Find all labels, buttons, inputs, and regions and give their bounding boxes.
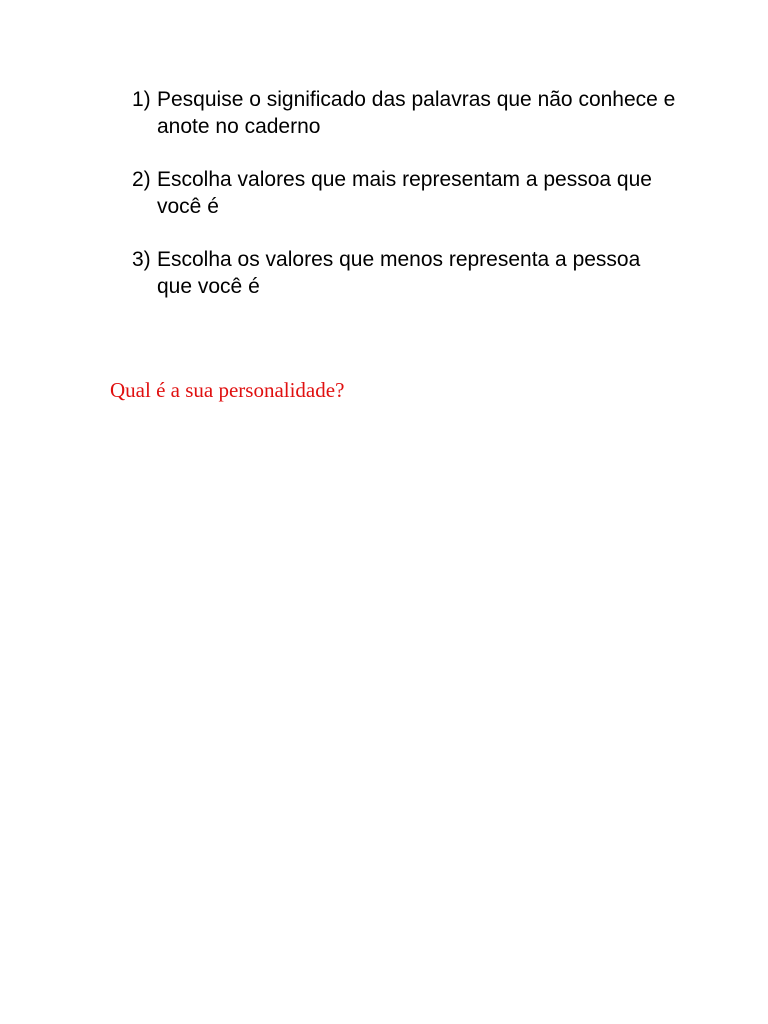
- instruction-text: Escolha os valores que menos representa a pessoa que você é: [157, 248, 641, 298]
- instruction-number: 3): [132, 248, 151, 271]
- instruction-list: [0, 86, 768, 326]
- personality-question: Qual é a sua personalidade?: [110, 378, 345, 402]
- instruction-number: 2): [132, 168, 151, 191]
- instruction-item-2: [0, 166, 768, 220]
- instruction-item-1: [0, 86, 768, 140]
- instruction-text: Pesquise o significado das palavras que não conhece e anote no caderno: [157, 88, 676, 138]
- instruction-text: Escolha valores que mais representam a pessoa que você é: [157, 168, 652, 218]
- instruction-item-3: [0, 246, 768, 300]
- instruction-number: 1): [132, 88, 151, 111]
